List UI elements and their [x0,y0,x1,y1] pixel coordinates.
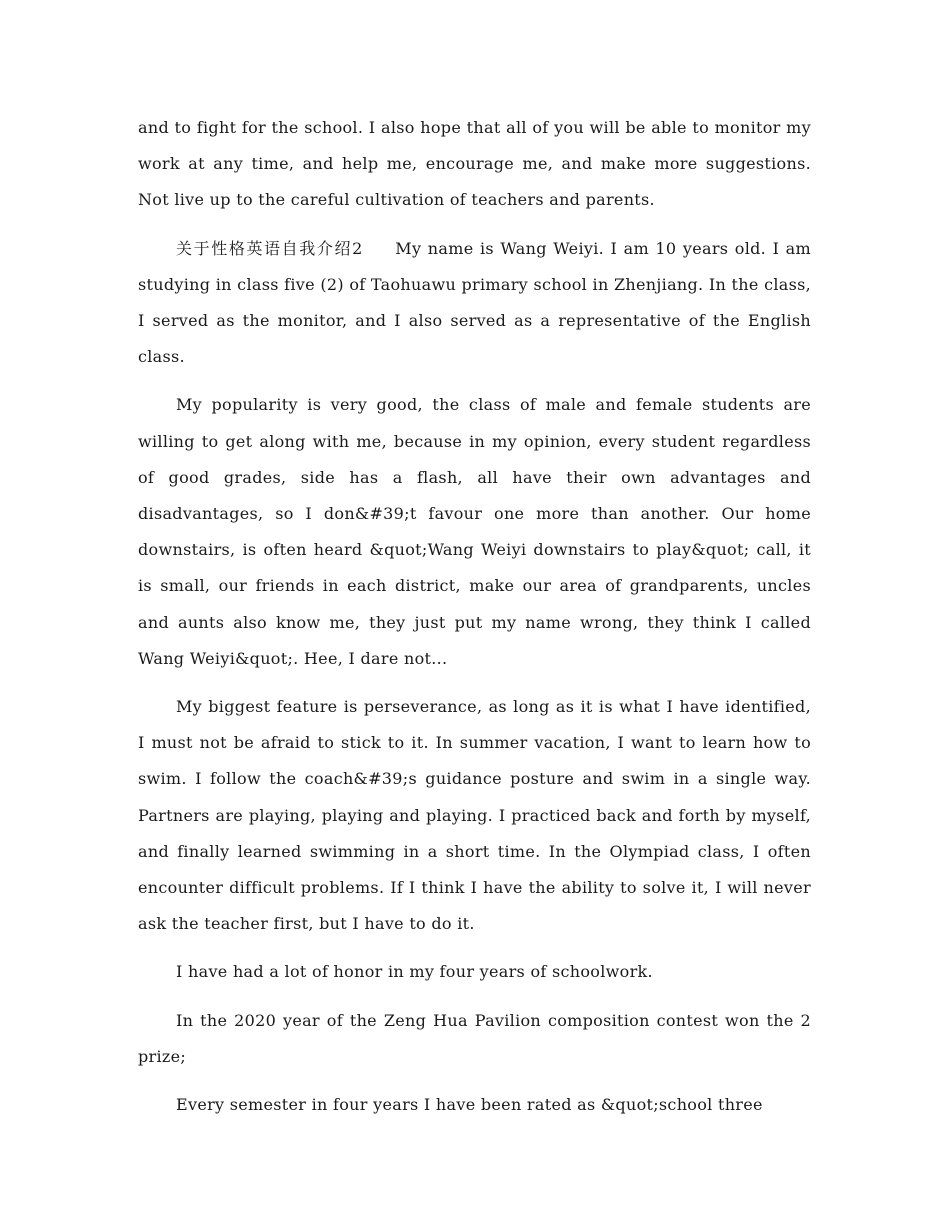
paragraph: My popularity is very good, the class of male and female students are willing to get along with me, because in my opinion, every student regardless of good grades, side has a flash, all have their own advantages and disadvantages, so I don&#39;t favour one more than another. Our home downstairs, is often heard &quot;Wang Weiyi downstairs to play&quot; call, it is small, our friends in each district, make our area of grandparents, uncles and aunts also know me, they just put my name wrong, they think I called Wang Weiyi&quot;. Hee, I dare not... [138,395,811,668]
paragraph: My biggest feature is perseverance, as long as it is what I have identified, I must not be afraid to stick to it. In summer vacation, I want to learn how to swim. I follow the coach&#39;s guidance posture and swim in a single way. Partners are playing, playing and playing. I practiced back and forth by myself, and finally learned swimming in a short time. In the Olympiad class, I often encounter difficult problems. If I think I have the ability to solve it, I will never ask the teacher first, but I have to do it. [138,697,811,934]
paragraph [138,231,811,376]
paragraph: I have had a lot of honor in my four years of schoolwork. [176,962,653,982]
paragraph: and to fight for the school. I also hope that all of you will be able to monitor my work at any time, and help me, encourage me, and make more suggestions. Not live up to the careful cultivation of teachers and parents. [138,118,811,210]
paragraph-text: My name is Wang Weiyi. I am 10 years old. I am studying in class five (2) of Taohuawu primary school in Zhenjiang. In the class, I served as the monitor, and I also served as a representative of the English class. [138,238,811,367]
section-heading: 关于性格英语自我介绍2 [176,238,363,258]
paragraph: In the 2020 year of the Zeng Hua Pavilion composition contest won the 2 prize; [138,1010,811,1066]
paragraph: Every semester in four years I have been rated as &quot;school three [176,1095,763,1115]
document-page [138,110,811,1135]
